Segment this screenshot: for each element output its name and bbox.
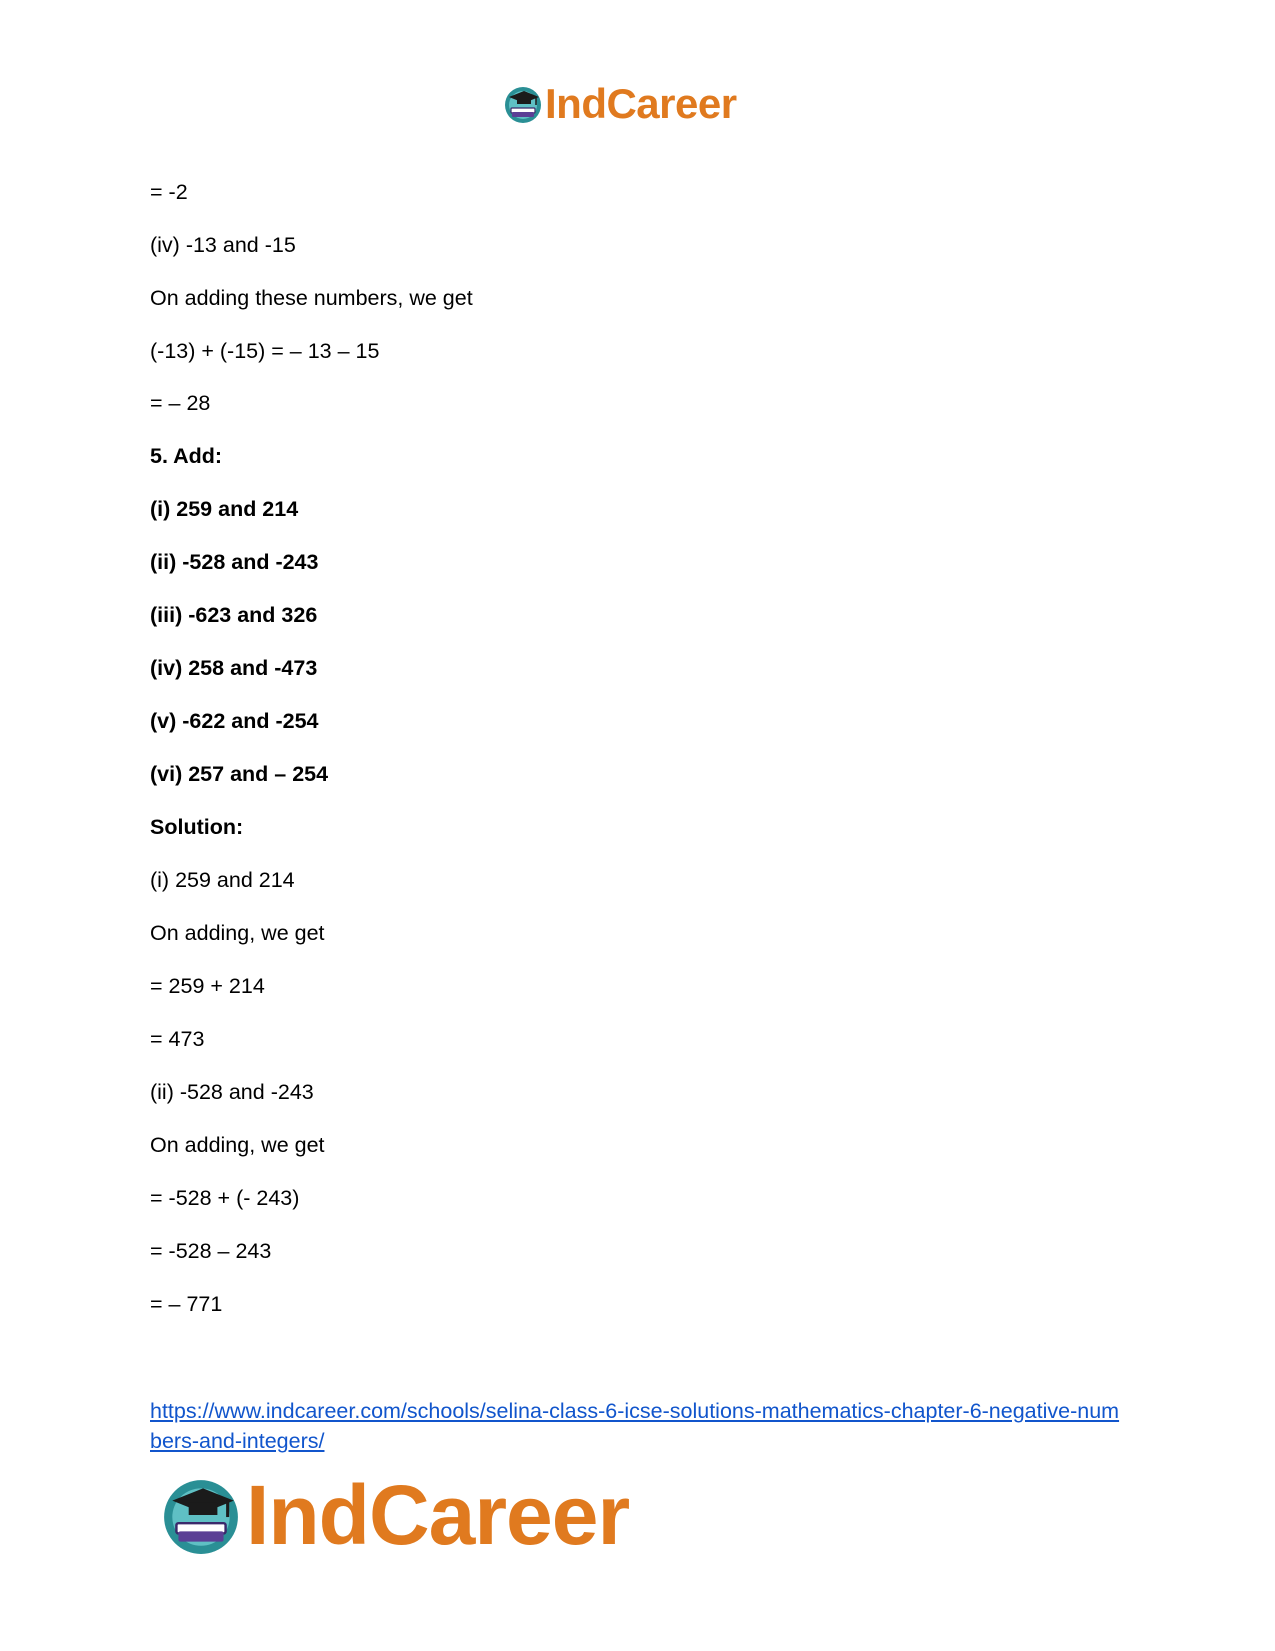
source-link[interactable]: https://www.indcareer.com/schools/selina-class-6-icse-solutions-mathematics-chapter-6-negative-numbers-and-integers/	[150, 1399, 1120, 1453]
text-line: On adding, we get	[150, 1133, 325, 1157]
question-item: (vi) 257 and – 254	[150, 762, 329, 786]
text-line: = – 28	[150, 391, 211, 415]
solution-heading: Solution:	[150, 815, 244, 839]
question-item: (iv) 258 and -473	[150, 656, 318, 680]
header-logo	[503, 80, 737, 128]
question-heading: 5. Add:	[150, 444, 223, 468]
text-line: (i) 259 and 214	[150, 868, 295, 892]
text-line: = -528 + (- 243)	[150, 1186, 300, 1210]
graduation-books-icon	[160, 1474, 242, 1556]
question-item: (i) 259 and 214	[150, 497, 299, 521]
footer-logo	[160, 1470, 629, 1560]
question-item: (v) -622 and -254	[150, 709, 319, 733]
text-line: = -2	[150, 180, 188, 204]
text-line: = 259 + 214	[150, 974, 265, 998]
question-item: (ii) -528 and -243	[150, 550, 319, 574]
text-line: On adding these numbers, we get	[150, 286, 473, 310]
header-logo-text: IndCareer	[545, 80, 737, 127]
question-item: (iii) -623 and 326	[150, 603, 318, 627]
text-line: = – 771	[150, 1292, 223, 1316]
footer-logo-text: IndCareer	[246, 1468, 630, 1562]
text-line: = -528 – 243	[150, 1239, 272, 1263]
text-line: (ii) -528 and -243	[150, 1080, 314, 1104]
text-line: (iv) -13 and -15	[150, 233, 296, 257]
graduation-books-icon	[503, 84, 543, 124]
text-line: On adding, we get	[150, 921, 325, 945]
text-line: (-13) + (-15) = – 13 – 15	[150, 339, 380, 363]
text-line: = 473	[150, 1027, 205, 1051]
